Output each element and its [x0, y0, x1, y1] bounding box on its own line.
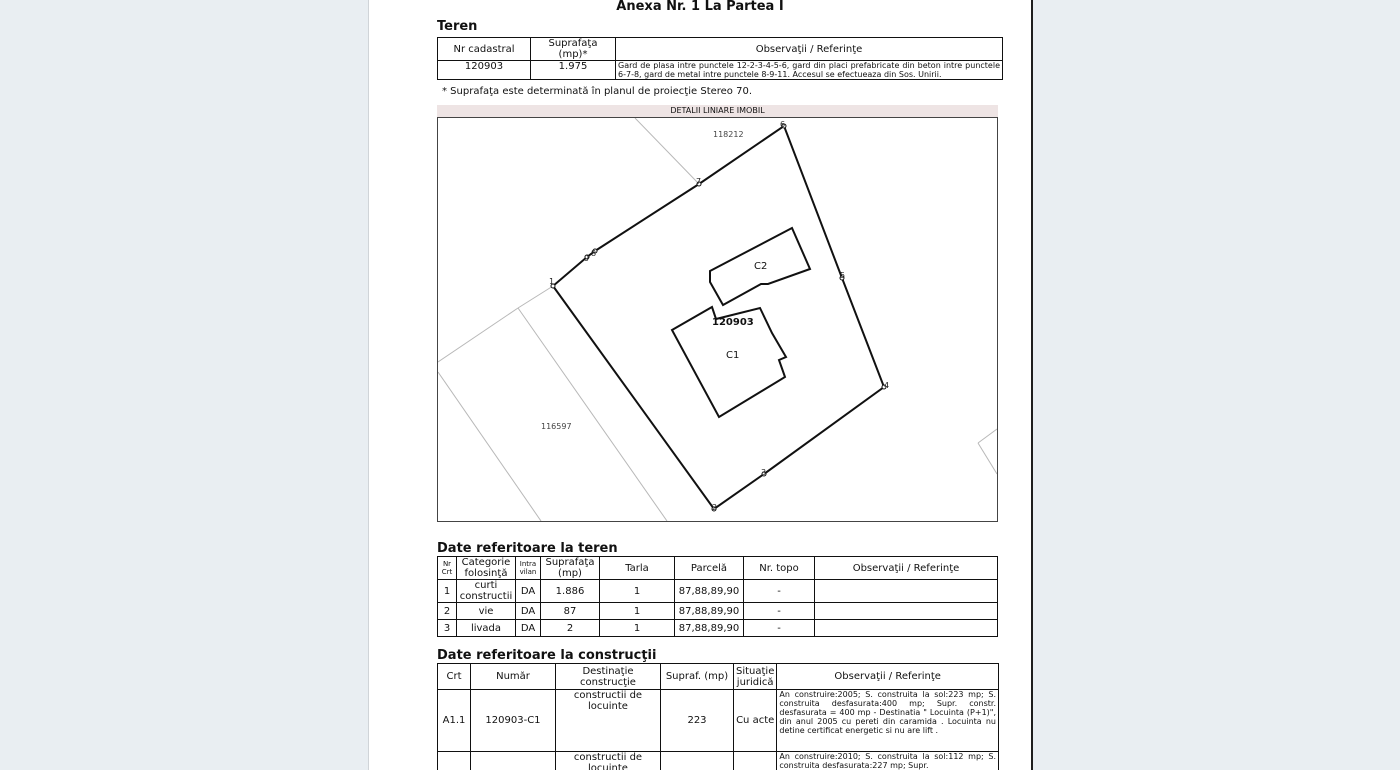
cell: 1: [600, 580, 675, 603]
cell: [471, 752, 556, 770]
cell: constructii de locuinte: [556, 752, 661, 770]
cell: -: [744, 580, 815, 603]
table-header-row: [438, 38, 1003, 61]
col-header: Nr cadastral: [438, 38, 531, 61]
constructions-section-title: Date referitoare la construcţii: [437, 648, 657, 663]
cell: [815, 620, 998, 637]
col-header: Număr: [471, 664, 556, 690]
vertex-label: 3: [761, 468, 767, 477]
neighbor-line: [978, 443, 997, 474]
cell: curti constructii: [457, 580, 516, 603]
table-header-row: [438, 664, 999, 690]
neighbor-line: [635, 118, 702, 186]
neighbor-parcel-label: 116597: [541, 422, 572, 431]
col-header: Observaţii / Referinţe: [777, 664, 999, 690]
cell: DA: [516, 620, 541, 637]
cell: 1: [600, 603, 675, 620]
col-header: Nr. topo: [744, 557, 815, 580]
vertex-label: 1: [549, 277, 555, 286]
cell: 1: [438, 580, 457, 603]
cadastral-plan: [437, 117, 998, 522]
vertex-label: 5: [840, 271, 846, 280]
cell: 1.886: [541, 580, 600, 603]
building-c1-label: C1: [726, 350, 740, 361]
neighbor-line: [518, 286, 553, 308]
constructions-table: [437, 663, 999, 770]
vertex-label: 6: [780, 120, 786, 129]
table-row: [438, 620, 998, 637]
col-header: Situaţie juridică: [734, 664, 777, 690]
cell: [438, 752, 471, 770]
table-header-row: [438, 557, 998, 580]
cell: -: [744, 620, 815, 637]
cell: DA: [516, 580, 541, 603]
cell: An construire:2005; S. construita la sol:223 mp; S. construita desfasurata:400 mp; Supr. constr. desfasurata = 400 mp - Destinatia " Locuinta (P+1)", din anul 2005 cu pereti din caramida . Locuinta nu detine certificat energetic si nu are lift .: [777, 690, 999, 752]
plan-drawing: [438, 118, 997, 521]
col-header: Suprafaţa (mp): [541, 557, 600, 580]
land-use-table: [437, 556, 998, 637]
col-header: Tarla: [600, 557, 675, 580]
vertex-label: 4: [884, 381, 890, 390]
cell: [815, 603, 998, 620]
neighbor-line: [438, 372, 541, 521]
plan-header: DETALII LINIARE IMOBIL: [437, 105, 998, 117]
cell: vie: [457, 603, 516, 620]
cell: 87: [541, 603, 600, 620]
cell: [734, 752, 777, 770]
document-page: [368, 0, 1033, 770]
cell: 87,88,89,90: [675, 580, 744, 603]
cell: 3: [438, 620, 457, 637]
table-row: [438, 603, 998, 620]
cell: A1.1: [438, 690, 471, 752]
cell: livada: [457, 620, 516, 637]
table-row: [438, 690, 999, 752]
observatii-cell: Gard de plasa intre punctele 12-2-3-4-5-6, gard din placi prefabricate din beton intre punctele 6-7-8, gard de metal intre punctele 8-9-11. Accesul se efectueaza din Sos. Unirii.: [616, 61, 1003, 80]
col-header: Supraf. (mp): [661, 664, 734, 690]
cell: [661, 752, 734, 770]
cell: 87,88,89,90: [675, 603, 744, 620]
col-header: Categorie folosinţă: [457, 557, 516, 580]
cell: 87,88,89,90: [675, 620, 744, 637]
teren-section-title: Teren: [437, 19, 478, 34]
cell: DA: [516, 603, 541, 620]
unused: [673, 267, 812, 355]
col-header: Observaţii / Referinţe: [616, 38, 1003, 61]
cell: 120903-C1: [471, 690, 556, 752]
table-row: [438, 580, 998, 603]
suprafata-cell: 1.975: [531, 61, 616, 80]
cell: Cu acte: [734, 690, 777, 752]
col-header: Parcelă: [675, 557, 744, 580]
cell: 1: [600, 620, 675, 637]
table-row: [438, 61, 1003, 80]
building-c2-label: C2: [754, 261, 768, 272]
cell: 2: [541, 620, 600, 637]
cell: An construire:2010; S. construita la sol:112 mp; S. construita desfasurata:227 mp; Supr.: [777, 752, 999, 770]
col-header: Intra vilan: [516, 557, 541, 580]
cell: constructii de locuinte: [556, 690, 661, 752]
page-title: Anexa Nr. 1 La Partea I: [616, 0, 784, 14]
parcel-number-label: 120903: [712, 317, 754, 328]
neighbor-parcel-label: 118212: [713, 130, 744, 139]
neighbor-line: [438, 308, 518, 362]
neighbor-line: [978, 429, 997, 443]
col-header: Suprafaţa (mp)*: [531, 38, 616, 61]
col-header: Observaţii / Referinţe: [815, 557, 998, 580]
nr-cadastral-cell: 120903: [438, 61, 531, 80]
land-use-section-title: Date referitoare la teren: [437, 541, 618, 556]
vertex-label: 7: [696, 177, 702, 186]
vertex-label: 9: [584, 254, 590, 263]
table-row: [438, 752, 999, 770]
cell: [815, 580, 998, 603]
teren-table: [437, 37, 1003, 80]
cell: 2: [438, 603, 457, 620]
col-header: Destinaţie construcţie: [556, 664, 661, 690]
footnote: * Suprafaţa este determinată în planul de proiecţie Stereo 70.: [442, 86, 753, 97]
col-header: Nr Crt: [438, 557, 457, 580]
cell: -: [744, 603, 815, 620]
vertex-label: 8: [591, 249, 597, 258]
col-header: Crt: [438, 664, 471, 690]
cell: 223: [661, 690, 734, 752]
vertex-label: 2: [712, 503, 718, 512]
